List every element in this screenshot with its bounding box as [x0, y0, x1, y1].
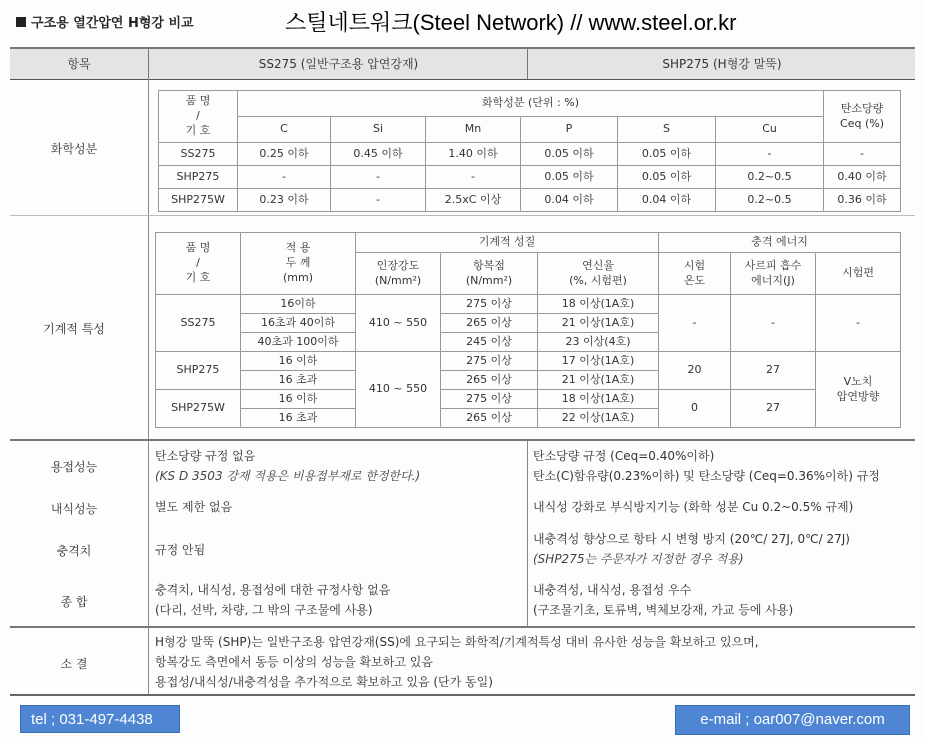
impact-head-group: 충격 에너지	[659, 233, 901, 253]
cell: 16 이하	[241, 352, 356, 371]
cell: 16 초과	[241, 371, 356, 390]
cell: 27	[731, 352, 816, 390]
cell: 245 이상	[441, 333, 538, 352]
label-summary: 종 합	[60, 595, 88, 609]
table-header-row	[10, 47, 915, 80]
cell: -	[731, 295, 816, 352]
chem-head-name: 품 명 / 기 호	[159, 91, 238, 143]
email-button[interactable]: e-mail ; oar007@naver.com	[675, 705, 910, 735]
cell: 16 초과	[241, 409, 356, 428]
chem-col-si: Si	[331, 117, 426, 143]
header-item: 항목	[67, 57, 91, 71]
table-row	[156, 352, 901, 371]
label-weldability: 용접성능	[50, 460, 98, 474]
chem-col-mn: Mn	[426, 117, 521, 143]
cell: 0.45 이하	[331, 143, 426, 166]
cell: 16초과 40이하	[241, 314, 356, 333]
cell: 21 이상(1A호)	[538, 314, 659, 333]
cell-spec: V노치 압연방향	[816, 352, 901, 428]
cell: 0.40 이하	[824, 166, 901, 189]
chem-col-c: C	[238, 117, 331, 143]
chem-head-ceq: 탄소당량 Ceq (%)	[824, 91, 901, 143]
chemical-table	[158, 90, 901, 212]
mech-head-yield: 항복점 (N/mm²)	[441, 253, 538, 295]
grade-name: SS275	[156, 295, 241, 352]
divider	[148, 78, 149, 695]
header-ss275: SS275 (일반구조용 압연강재)	[148, 49, 528, 79]
cell: 410 ~ 550	[356, 352, 441, 428]
divider	[10, 215, 915, 216]
grade-name: SS275	[159, 143, 238, 166]
mech-head-spec: 시험편	[816, 253, 901, 295]
cell: 18 이상(1A호)	[538, 390, 659, 409]
mech-head-tensile: 인장강도 (N/mm²)	[356, 253, 441, 295]
table-row	[159, 166, 901, 189]
mech-head-group: 기계적 성질	[356, 233, 659, 253]
square-bullet-icon	[16, 17, 26, 27]
cell: 0.05 이하	[618, 166, 716, 189]
cell: 1.40 이하	[426, 143, 521, 166]
cell: -	[238, 166, 331, 189]
divider	[10, 694, 915, 696]
cell: 0.2~0.5	[716, 189, 824, 212]
weld-shp: 탄소당량 규정 (Ceq=0.40%이하) 탄소(C)함유량(0.23%이하) 및 탄소당량 (Ceq=0.36%이하) 규정	[533, 449, 880, 483]
chem-col-s: S	[618, 117, 716, 143]
label-conclusion: 소 결	[60, 657, 88, 671]
cell: -	[816, 295, 901, 352]
total-shp: 내충격성, 내식성, 용접성 우수 (구조물기초, 토류벽, 벽체보강재, 가교 등에 사용)	[533, 583, 794, 617]
cell: 0.05 이하	[618, 143, 716, 166]
mechanical-table	[155, 232, 901, 428]
table-row	[156, 390, 901, 409]
cell: 275 이상	[441, 352, 538, 371]
cell: 0.25 이하	[238, 143, 331, 166]
cell: 0	[659, 390, 731, 428]
cell: 23 이상(4호)	[538, 333, 659, 352]
section-title-text: 구조용 열간압연 H형강 비교	[31, 16, 194, 31]
label-mechanical: 기계적 특성	[43, 322, 105, 336]
cell: 16이하	[241, 295, 356, 314]
cell: 21 이상(1A호)	[538, 371, 659, 390]
header-shp275: SHP275 (H형강 말뚝)	[527, 49, 916, 79]
mech-head-temp: 시험 온도	[659, 253, 731, 295]
cell: 0.23 이하	[238, 189, 331, 212]
chem-col-p: P	[521, 117, 618, 143]
cell: 16 이하	[241, 390, 356, 409]
chem-col-cu: Cu	[716, 117, 824, 143]
cell: 22 이상(1A호)	[538, 409, 659, 428]
cell: 410 ~ 550	[356, 295, 441, 352]
chem-head-group: 화학성분 (단위 : %)	[238, 91, 824, 117]
mech-head-thickness: 적 용 두 께 (mm)	[241, 233, 356, 295]
cell: 0.04 이하	[521, 189, 618, 212]
impact-shp: 내충격성 향상으로 항타 시 변형 방지 (20℃/ 27J, 0℃/ 27J) (SHP275는 주문자가 지정한 경우 적용)	[533, 532, 850, 566]
cell: 0.05 이하	[521, 166, 618, 189]
cell: -	[824, 143, 901, 166]
corr-ss: 별도 제한 없음	[155, 500, 233, 514]
divider	[10, 626, 915, 628]
cell: 0.04 이하	[618, 189, 716, 212]
cell: 265 이상	[441, 371, 538, 390]
label-chemical: 화학성분	[50, 142, 98, 156]
total-ss: 충격치, 내식성, 용접성에 대한 규정사항 없음 (다리, 선박, 차량, 그 밖의 구조물에 사용)	[155, 583, 391, 617]
label-corrosion: 내식성능	[50, 502, 98, 516]
corr-shp: 내식성 강화로 부식방지기능 (화학 성분 Cu 0.2~0.5% 규제)	[533, 500, 854, 514]
cell: 18 이상(1A호)	[538, 295, 659, 314]
cell: 0.05 이하	[521, 143, 618, 166]
phone-button[interactable]: tel ; 031-497-4438	[20, 705, 180, 733]
cell: 17 이상(1A호)	[538, 352, 659, 371]
cell: 265 이상	[441, 314, 538, 333]
mech-head-name: 품 명 / 기 호	[156, 233, 241, 295]
label-impact: 충격치	[56, 544, 92, 558]
cell: -	[331, 189, 426, 212]
cell: 265 이상	[441, 409, 538, 428]
cell: 275 이상	[441, 390, 538, 409]
impact-ss: 규정 안됨	[155, 543, 206, 557]
cell: 275 이상	[441, 295, 538, 314]
cell: 40초과 100이하	[241, 333, 356, 352]
cell: -	[426, 166, 521, 189]
divider	[10, 439, 915, 441]
mech-head-charpy: 사르피 흡수 에너지(J)	[731, 253, 816, 295]
cell: -	[716, 143, 824, 166]
cell: 20	[659, 352, 731, 390]
divider	[527, 440, 528, 626]
weld-ss: 탄소당량 규정 없음 (KS D 3503 강재 적용은 비용접부재로 한정한다.)	[155, 449, 421, 483]
cell: -	[331, 166, 426, 189]
brand-banner: 스틸네트워크(Steel Network) // www.steel.or.kr	[285, 10, 737, 35]
table-row	[159, 189, 901, 212]
cell: 0.2~0.5	[716, 166, 824, 189]
grade-name: SHP275W	[159, 189, 238, 212]
cell: 0.36 이하	[824, 189, 901, 212]
section-title	[16, 12, 194, 31]
cell: -	[659, 295, 731, 352]
mech-head-elong: 연신율 (%, 시험편)	[538, 253, 659, 295]
grade-name: SHP275	[159, 166, 238, 189]
conclusion-text: H형강 말뚝 (SHP)는 일반구조용 압연강재(SS)에 요구되는 화학적/기계적특성 대비 유사한 성능을 확보하고 있으며, 항복강도 측면에서 동등 이상의 성능을 확보하고 있음 용접성/내식성/내충격성을 추가적으로 확보하고 있음 (단가 동일)	[155, 635, 759, 689]
grade-name: SHP275	[156, 352, 241, 390]
grade-name: SHP275W	[156, 390, 241, 428]
table-row	[156, 295, 901, 314]
cell: 27	[731, 390, 816, 428]
table-row	[159, 143, 901, 166]
cell: 2.5xC 이상	[426, 189, 521, 212]
